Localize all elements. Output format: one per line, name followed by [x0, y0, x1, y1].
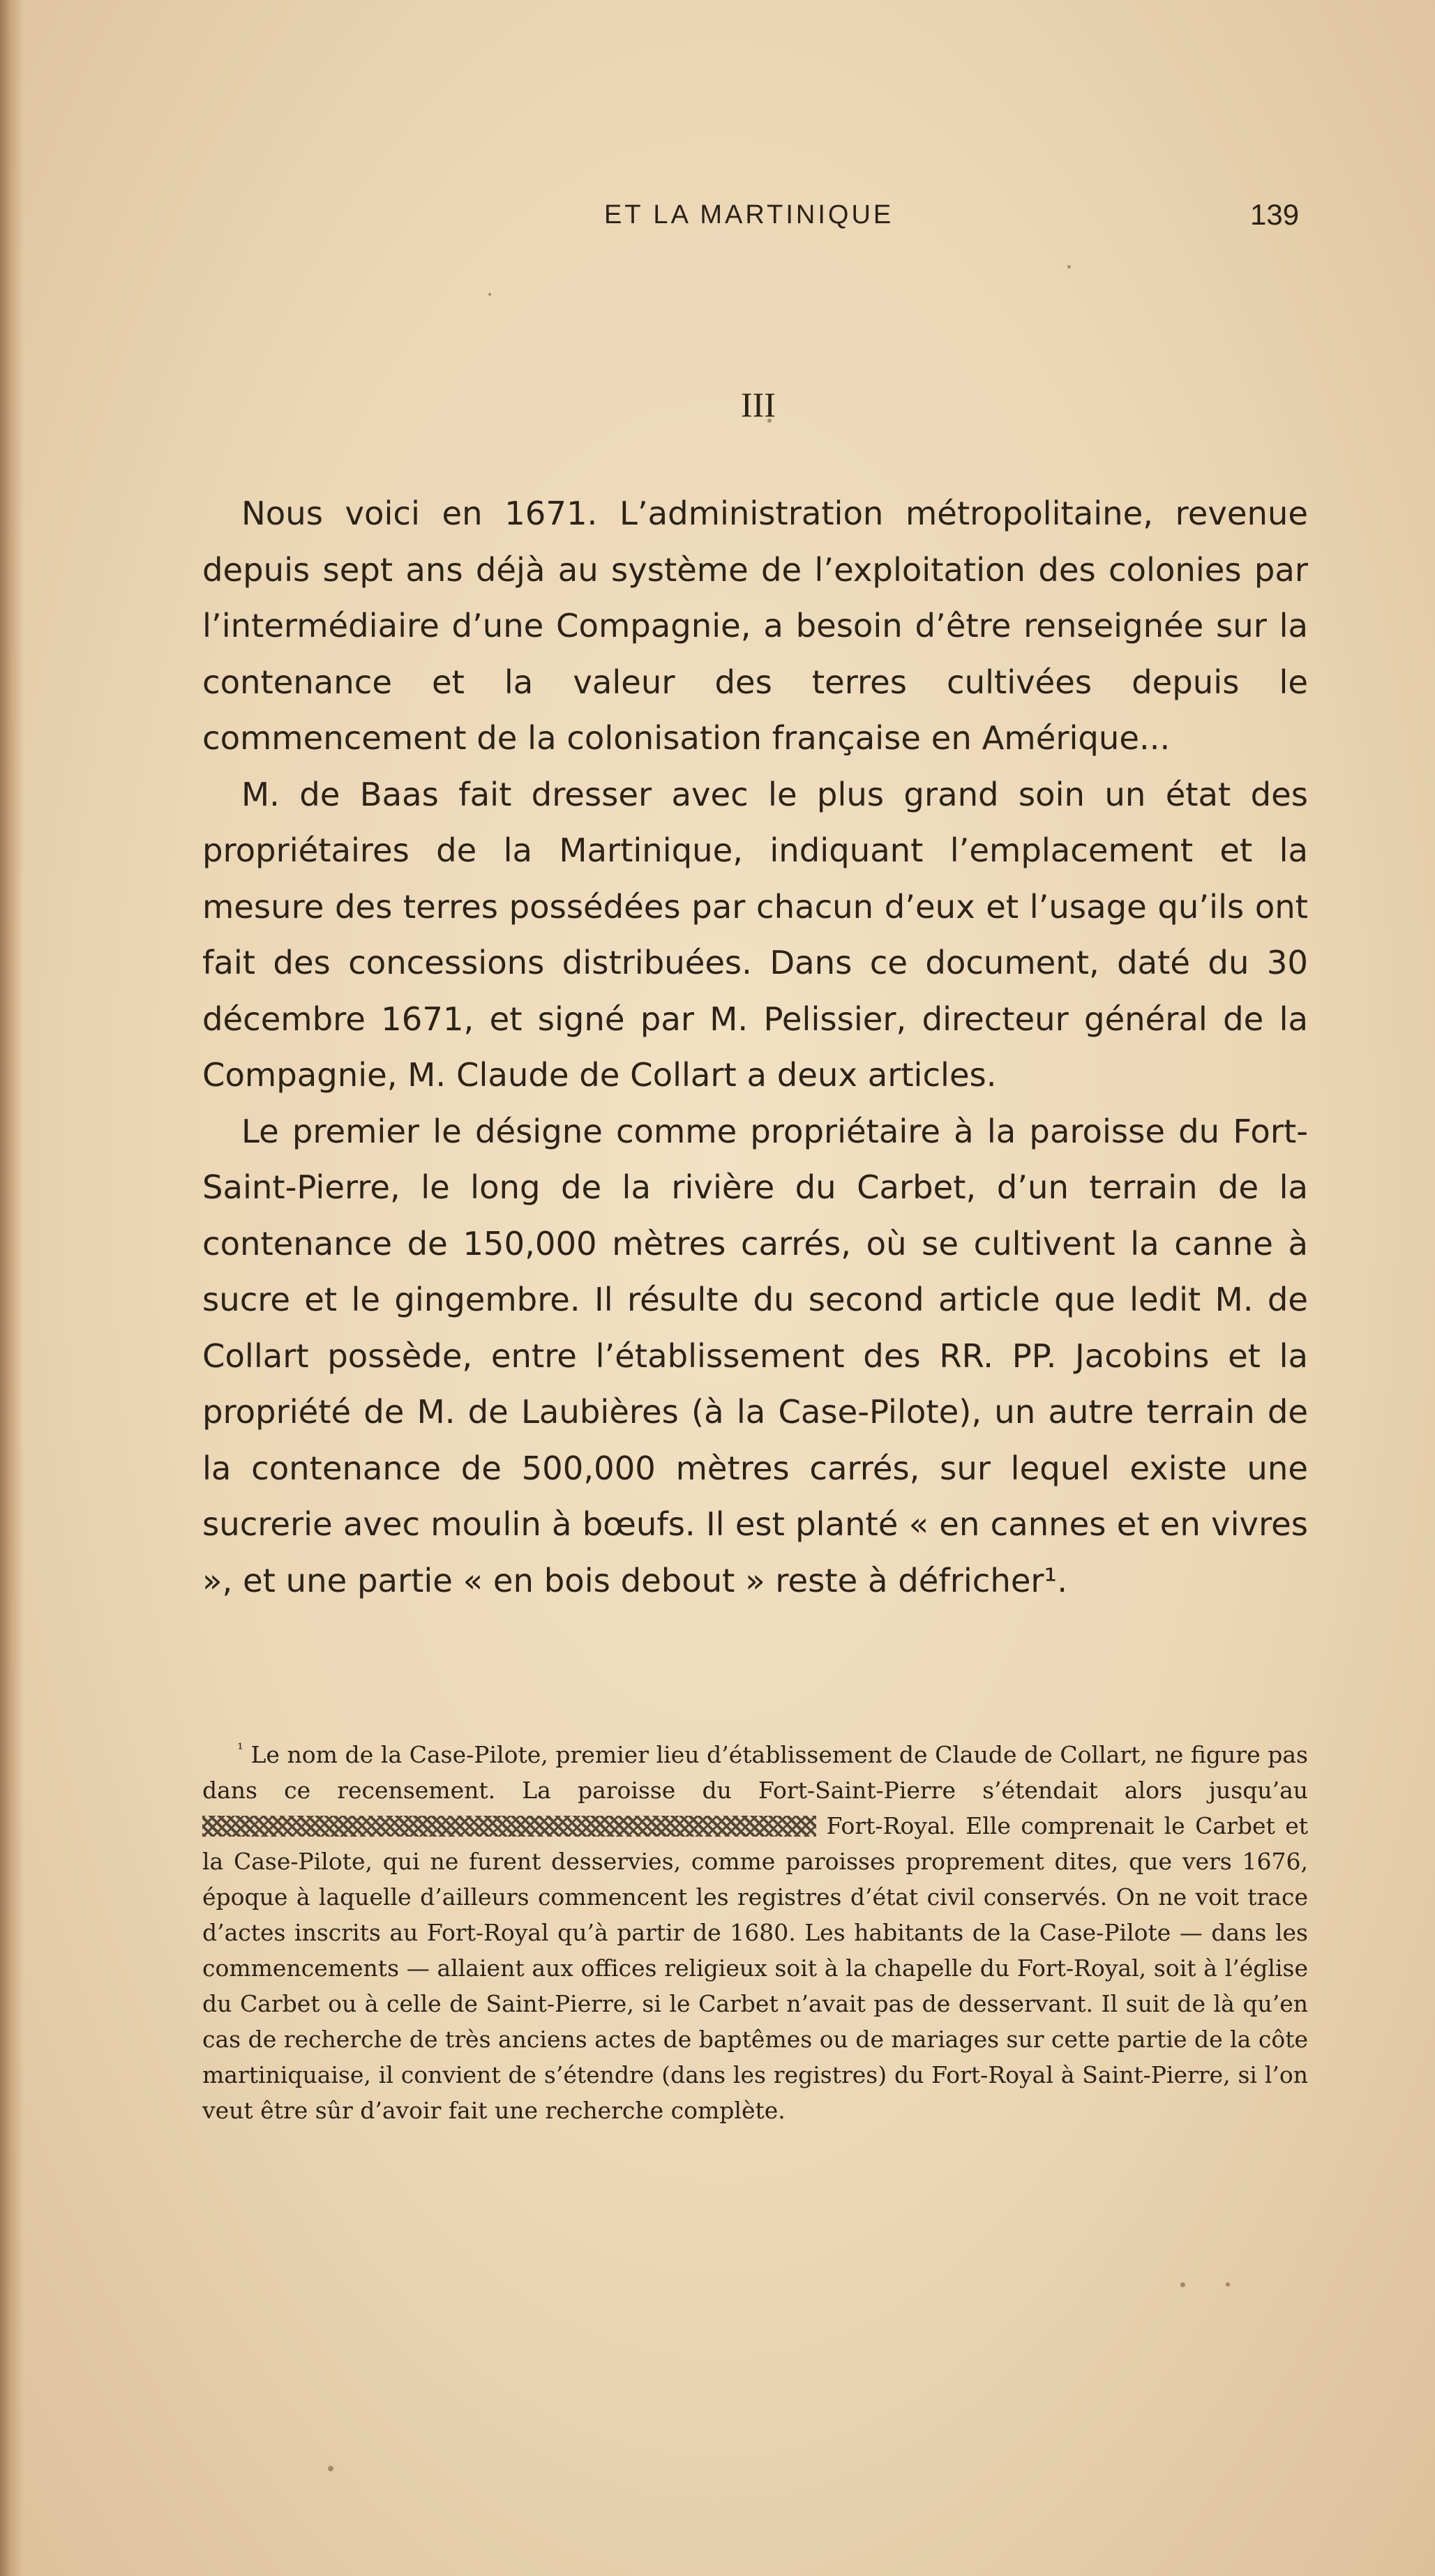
main-text	[202, 485, 1308, 1609]
running-title: ET LA MARTINIQUE	[604, 200, 894, 229]
paragraph: Le premier le désigne comme propriétaire à la paroisse du Fort-Saint-Pierre, le long de la rivière du Carbet, d’un terrain de la contenance de 150,000 mètres carrés, où se cultivent la canne à sucre et le gingembre. Il résulte du second article que ledit M. de Collart possède, entre l’établissement des RR. PP. Jacobins et la propriété de M. de Laubières (à la Case-Pilote), un autre terrain de la contenance de 500,000 mètres carrés, sur lequel existe une sucrerie avec moulin à bœufs. Il est planté « en cannes et en vivres », et une partie « en bois debout » reste à défricher¹.	[202, 1112, 1308, 1599]
paper-speck	[488, 293, 491, 296]
paper-speck	[328, 2466, 333, 2471]
footnote	[202, 1737, 1308, 2128]
running-header	[0, 194, 1435, 236]
paper-speck	[1067, 265, 1071, 269]
paper-speck	[1180, 2282, 1185, 2287]
struck-out-text	[202, 1816, 816, 1837]
footnote-block	[202, 1737, 1308, 2128]
page-edge-shadow	[0, 0, 24, 2576]
section-heading: III	[741, 385, 776, 424]
paper-speck	[1226, 2282, 1230, 2287]
footnote-mark: ¹	[237, 1741, 243, 1758]
page-number: 139	[1250, 198, 1300, 231]
paragraph: M. de Baas fait dresser avec le plus grand soin un état des propriétaires de la Martinique, indiquant l’emplacement et la mesure des terres possédées par chacun d’eux et l’usage qu’ils ont fait des concessions distribuées. Dans ce document, daté du 30 décembre 1671, et signé par M. Pelissier, directeur général de la Compagnie, M. Claude de Collart a deux articles.	[202, 775, 1308, 1094]
footnote-text-end: Fort-Royal. Elle comprenait le Carbet et la Case-Pilote, qui ne furent desservies, comme paroisses proprement dites, que vers 1676, époque à laquelle d’ailleurs commencent les registres d’état civil conservés. On ne voit trace d’actes inscrits au Fort-Royal qu’à partir de 1680. Les habitants de la Case-Pilote — dans les commencements — allaient aux offices religieux soit à la chapelle du Fort-Royal, soit à l’église du Carbet ou à celle de Saint-Pierre, si le Carbet n’avait pas de desservant. Il suit de là qu’en cas de recherche de très anciens actes de baptêmes ou de mariages sur cette partie de la côte martiniquaise, il convient de s’étendre (dans les registres) du Fort-Royal à Saint-Pierre, si l’on veut être sûr d’avoir fait une recherche complète.	[202, 1812, 1308, 2124]
footnote-text-start: Le nom de la Case-Pilote, premier lieu d’établissement de Claude de Collart, ne figure pas dans ce recensement. La paroisse du Fort-Saint-Pierre s’étendait alors jusqu’au	[202, 1741, 1308, 1804]
paragraph: Nous voici en 1671. L’administration métropolitaine, revenue depuis sept ans déjà au système de l’exploitation des colonies par l’intermédiaire d’une Compagnie, a besoin d’être renseignée sur la contenance et la valeur des terres cultivées depuis le commencement de la colonisation française en Amérique...	[202, 495, 1308, 757]
